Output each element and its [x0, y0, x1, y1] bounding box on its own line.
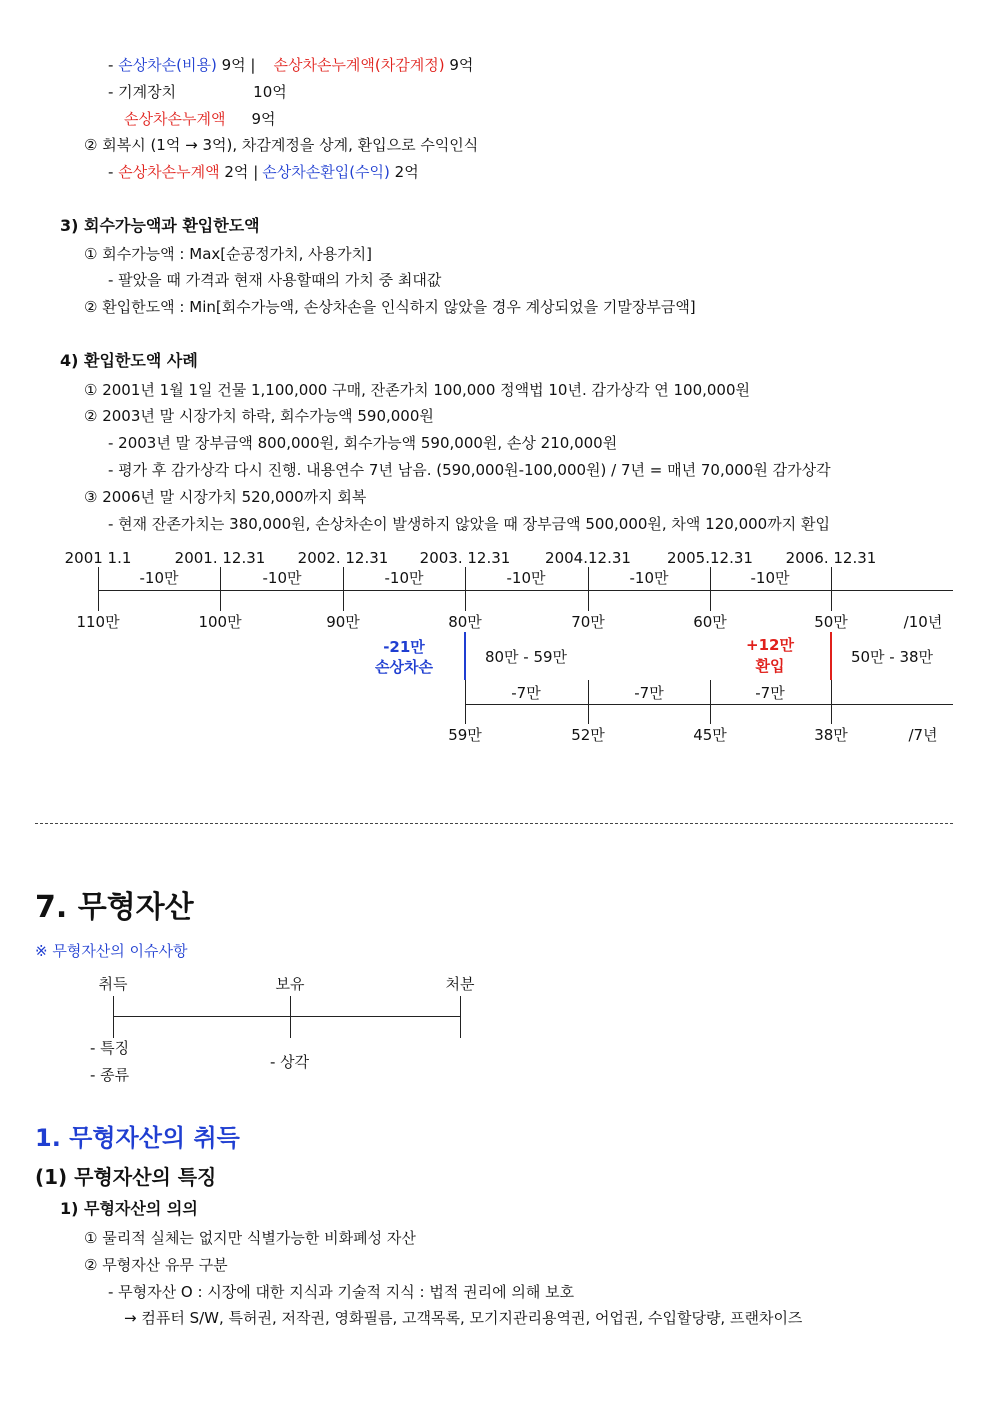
- definition-item: ① 물리적 실체는 없지만 식별가능한 비화폐성 자산: [84, 1229, 416, 1247]
- book-value: 70만: [571, 613, 605, 631]
- tick: [588, 567, 589, 611]
- issue-note: ※ 무형자산의 이슈사항: [35, 942, 188, 960]
- tick: [460, 996, 461, 1038]
- book-value: 38만: [814, 726, 848, 744]
- book-value: 45만: [693, 726, 727, 744]
- journal-line-reversal: [108, 162, 419, 182]
- value-range-left: 80만 - 59만: [484, 648, 568, 666]
- book-value: 60만: [693, 613, 727, 631]
- tick: [465, 567, 466, 611]
- book-value: 52만: [571, 726, 605, 744]
- tick: [831, 567, 832, 611]
- account-name: - 기계장치: [108, 83, 177, 101]
- classification-examples: → 컴퓨터 S/W, 특허권, 저작권, 영화필름, 고객목록, 모기지관리용역권, 어업권, 수입할당량, 프랜차이즈: [124, 1309, 803, 1327]
- credit-amount: 2억: [389, 163, 419, 181]
- section-title-3: 3) 회수가능액과 환입한도액: [60, 216, 260, 235]
- depreciation-label: -10만: [506, 569, 546, 587]
- useful-life-bottom: /7년: [908, 726, 938, 744]
- book-value: 90만: [326, 613, 360, 631]
- flow-acquisition: 취득: [98, 975, 128, 993]
- date-label: 2002. 12.31: [297, 549, 389, 567]
- subsection-title: (1) 무형자산의 특징: [35, 1165, 217, 1189]
- reversal-amount: +12만: [746, 636, 794, 654]
- tick: [465, 680, 466, 724]
- reversal-marker: [830, 632, 832, 680]
- case-item-3: ③ 2006년 말 시장가치 520,000까지 회복: [84, 488, 367, 506]
- date-label: 2004.12.31: [545, 549, 631, 567]
- tick: [290, 996, 291, 1038]
- depreciation-label: -10만: [139, 569, 179, 587]
- depreciation-label: -7만: [511, 684, 541, 702]
- reversal-label: 환입: [755, 657, 785, 675]
- account-name: 손상차손누계액: [124, 110, 226, 128]
- tick: [343, 567, 344, 611]
- depreciation-label: -10만: [262, 569, 302, 587]
- date-label: 2003. 12.31: [419, 549, 511, 567]
- credit-account: 손상차손누계액(차감계정): [273, 56, 445, 74]
- date-label: 2001. 12.31: [174, 549, 266, 567]
- credit-account: 손상차손환입(수익): [262, 163, 390, 181]
- book-value: 50만: [814, 613, 848, 631]
- amount: 9억: [251, 110, 276, 128]
- debit-amount: 2억: [219, 163, 254, 181]
- depreciation-label: -7만: [634, 684, 664, 702]
- tick: [710, 680, 711, 724]
- tick: [98, 567, 99, 611]
- value-range-right: 50만 - 38만: [850, 648, 934, 666]
- depreciation-label: -7만: [755, 684, 785, 702]
- separator: |: [253, 163, 259, 181]
- dash: -: [108, 163, 119, 181]
- journal-line-impairment: [108, 55, 473, 75]
- book-value: 80만: [448, 613, 482, 631]
- depreciation-label: -10만: [629, 569, 669, 587]
- page-divider: [35, 823, 953, 824]
- tick: [710, 567, 711, 611]
- chapter-title: 7. 무형자산: [35, 890, 194, 925]
- separator: |: [250, 56, 256, 74]
- debit-account: 손상차손(비용): [118, 56, 217, 74]
- case-item-2: ② 2003년 말 시장가치 하락, 회수가능액 590,000원: [84, 407, 434, 425]
- timeline-axis-top: [98, 590, 953, 591]
- item-recoverable: ① 회수가능액 : Max[순공정가치, 사용가치]: [84, 245, 372, 263]
- classification-sub: - 무형자산 O : 시장에 대한 지식과 기술적 지식 : 법적 권리에 의해 보호: [108, 1283, 575, 1301]
- flow-holding: 보유: [275, 975, 305, 993]
- book-value: 100만: [198, 613, 242, 631]
- item-reversal-limit: ② 환입한도액 : Min[회수가능액, 손상차손을 인식하지 않았을 경우 계상되었을 기말장부금액]: [84, 298, 696, 316]
- case-item-1: ① 2001년 1월 1일 건물 1,100,000 구매, 잔존가치 100,000 정액법 10년. 감가상각 연 100,000원: [84, 381, 751, 399]
- journal-line-accum: [124, 109, 275, 129]
- tick: [113, 996, 114, 1038]
- debit-account: 손상차손누계액: [118, 163, 220, 181]
- flow-feature: - 특징: [90, 1039, 130, 1057]
- item-title: 1) 무형자산의 의의: [60, 1199, 198, 1218]
- classification-item: ② 무형자산 유무 구분: [84, 1256, 228, 1274]
- impairment-label: 손상차손: [375, 658, 433, 676]
- journal-line-machine: [108, 82, 287, 102]
- tick: [588, 680, 589, 724]
- case-item-2-sub1: - 2003년 말 장부금액 800,000원, 회수가능액 590,000원, 손상 210,000원: [108, 434, 618, 452]
- credit-amount: 9억: [444, 56, 474, 74]
- case-item-2-sub2: - 평가 후 감가상각 다시 진행. 내용연수 7년 남음. (590,000원-100,000원) / 7년 = 매년 70,000원 감가상각: [108, 461, 831, 479]
- book-value: 59만: [448, 726, 482, 744]
- section-title-4: 4) 환입한도액 사례: [60, 351, 198, 370]
- useful-life-top: /10년: [903, 613, 943, 631]
- depreciation-label: -10만: [384, 569, 424, 587]
- date-label: 2001 1.1: [64, 549, 132, 567]
- depreciation-label: -10만: [750, 569, 790, 587]
- flow-type: - 종류: [90, 1066, 130, 1084]
- item-recoverable-sub: - 팔았을 때 가격과 현재 사용할때의 가치 중 최대값: [108, 271, 442, 289]
- date-label: 2005.12.31: [667, 549, 753, 567]
- timeline-axis-bottom: [465, 704, 953, 705]
- recovery-item: ② 회복시 (1억 → 3억), 차감계정을 상계, 환입으로 수익인식: [84, 136, 479, 154]
- impairment-marker: [464, 632, 466, 680]
- book-value: 110만: [76, 613, 120, 631]
- amount: 10억: [253, 83, 287, 101]
- flow-axis: [113, 1016, 460, 1017]
- flow-amortization: - 상각: [270, 1053, 310, 1071]
- flow-disposal: 처분: [445, 975, 475, 993]
- dash: -: [108, 56, 119, 74]
- impairment-amount: -21만: [383, 638, 425, 656]
- date-label: 2006. 12.31: [785, 549, 877, 567]
- tick: [220, 567, 221, 611]
- case-item-3-sub: - 현재 잔존가치는 380,000원, 손상차손이 발생하지 않았을 때 장부금액 500,000원, 차액 120,000까지 환입: [108, 515, 830, 533]
- tick: [831, 680, 832, 724]
- section-title-1: 1. 무형자산의 취득: [35, 1124, 240, 1152]
- debit-amount: 9억: [216, 56, 251, 74]
